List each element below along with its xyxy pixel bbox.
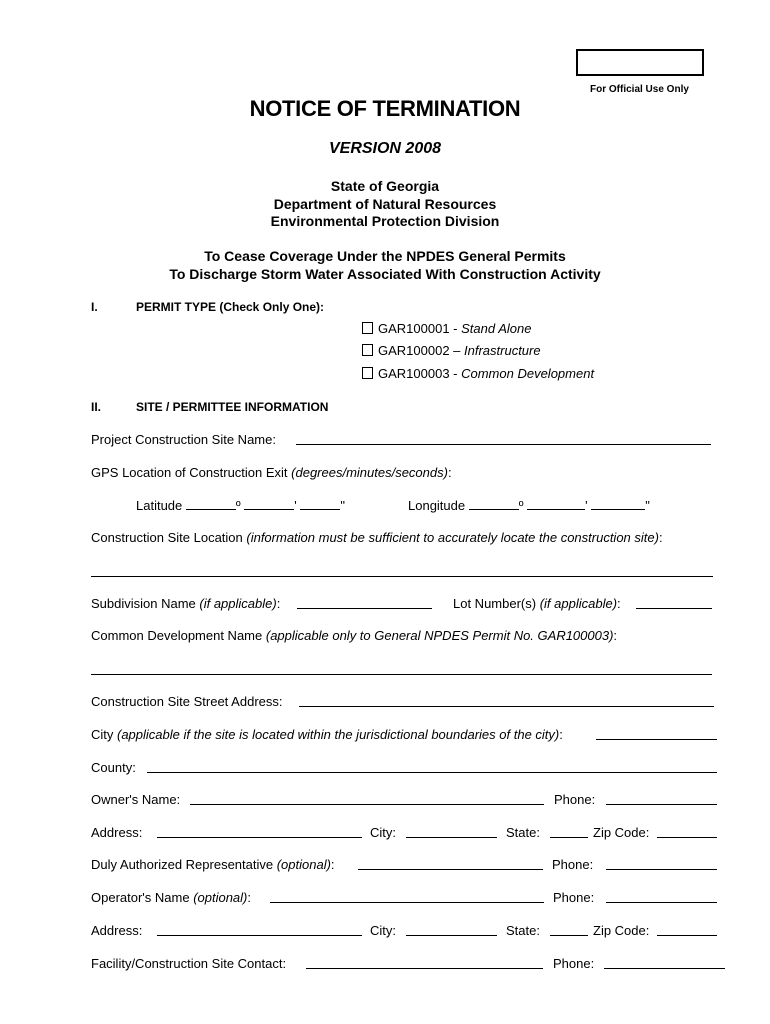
duly-authorized-colon: : bbox=[330, 857, 335, 872]
city-note: (applicable if the site is located within the jurisdictional boundaries of the city) bbox=[117, 727, 560, 742]
section-1-number: I. bbox=[91, 300, 98, 314]
longitude-row bbox=[408, 497, 650, 514]
subdivision-label bbox=[91, 596, 280, 612]
operator-name-colon: : bbox=[247, 890, 252, 905]
site-location-text: Construction Site Location bbox=[91, 530, 247, 545]
facility-phone-field[interactable] bbox=[604, 968, 725, 969]
form-title: NOTICE OF TERMINATION bbox=[249, 96, 521, 121]
subdivision-colon: : bbox=[276, 596, 281, 611]
operator-state-label: State: bbox=[506, 923, 540, 938]
site-location-note: (information must be sufficient to accurately locate the construction site) bbox=[246, 530, 659, 545]
permit-label: Stand Alone bbox=[461, 321, 532, 336]
longitude-label: Longitude bbox=[408, 498, 466, 513]
site-location-label bbox=[91, 530, 663, 546]
operator-zip-field[interactable] bbox=[657, 935, 717, 936]
city-text: City bbox=[91, 727, 117, 742]
permit-code: GAR100003 - bbox=[378, 366, 462, 381]
owner-phone-field[interactable] bbox=[606, 804, 717, 805]
site-location-field[interactable] bbox=[91, 576, 713, 577]
section-2-number: II. bbox=[91, 400, 102, 414]
section-2-title: SITE / PERMITTEE INFORMATION bbox=[136, 400, 329, 414]
owner-name-field[interactable] bbox=[190, 804, 544, 805]
duly-authorized-note: (optional) bbox=[276, 857, 331, 872]
owner-address-field[interactable] bbox=[157, 837, 362, 838]
project-name-field[interactable] bbox=[296, 444, 711, 445]
checkbox-gar100001[interactable] bbox=[362, 322, 373, 334]
county-label: County: bbox=[91, 760, 136, 775]
operator-name-field[interactable] bbox=[270, 902, 544, 903]
county-field[interactable] bbox=[147, 772, 717, 773]
facility-contact-label: Facility/Construction Site Contact: bbox=[91, 956, 287, 971]
subdivision-text: Subdivision Name bbox=[91, 596, 200, 611]
operator-city-field[interactable] bbox=[406, 935, 497, 936]
operator-address-label: Address: bbox=[91, 923, 143, 938]
operator-name-label bbox=[91, 890, 251, 906]
owner-city-label: City: bbox=[370, 825, 396, 840]
minute-symbol: ' bbox=[585, 498, 588, 513]
owner-name-label: Owner's Name: bbox=[91, 792, 181, 807]
duly-authorized-label bbox=[91, 857, 335, 873]
degree-symbol: º bbox=[235, 498, 241, 513]
subdivision-note: (if applicable) bbox=[199, 596, 277, 611]
longitude-minutes-field[interactable] bbox=[527, 497, 585, 510]
lot-field[interactable] bbox=[636, 608, 712, 609]
operator-name-text: Operator's Name bbox=[91, 890, 194, 905]
duly-authorized-text: Duly Authorized Representative bbox=[91, 857, 277, 872]
operator-zip-label: Zip Code: bbox=[593, 923, 650, 938]
owner-zip-field[interactable] bbox=[657, 837, 717, 838]
permit-option-gar100002[interactable] bbox=[362, 343, 541, 358]
site-location-colon: : bbox=[658, 530, 663, 545]
degree-symbol: º bbox=[518, 498, 524, 513]
owner-city-field[interactable] bbox=[406, 837, 497, 838]
section-1-title: PERMIT TYPE (Check Only One): bbox=[136, 300, 325, 314]
owner-state-label: State: bbox=[506, 825, 540, 840]
duly-phone-label: Phone: bbox=[552, 857, 594, 872]
latitude-label: Latitude bbox=[136, 498, 183, 513]
operator-phone-label: Phone: bbox=[553, 890, 595, 905]
duly-authorized-field[interactable] bbox=[358, 869, 543, 870]
operator-address-field[interactable] bbox=[157, 935, 362, 936]
gps-colon: : bbox=[447, 465, 452, 480]
latitude-minutes-field[interactable] bbox=[244, 497, 294, 510]
street-address-label: Construction Site Street Address: bbox=[91, 694, 283, 709]
facility-contact-field[interactable] bbox=[306, 968, 543, 969]
common-development-field[interactable] bbox=[91, 674, 712, 675]
common-development-text: Common Development Name bbox=[91, 628, 266, 643]
city-label bbox=[91, 727, 563, 743]
minute-symbol: ' bbox=[294, 498, 297, 513]
latitude-seconds-field[interactable] bbox=[300, 497, 340, 510]
official-use-label: For Official Use Only bbox=[590, 84, 689, 95]
owner-address-label: Address: bbox=[91, 825, 143, 840]
project-name-label: Project Construction Site Name: bbox=[91, 432, 276, 447]
checkbox-gar100003[interactable] bbox=[362, 367, 373, 379]
operator-name-note: (optional) bbox=[193, 890, 248, 905]
agency-department: Department of Natural Resources bbox=[273, 196, 497, 212]
city-colon: : bbox=[559, 727, 563, 742]
owner-state-field[interactable] bbox=[550, 837, 588, 838]
gps-label bbox=[91, 465, 452, 481]
owner-zip-label: Zip Code: bbox=[593, 825, 650, 840]
agency-state: State of Georgia bbox=[330, 178, 440, 194]
owner-phone-label: Phone: bbox=[554, 792, 596, 807]
form-version: VERSION 2008 bbox=[328, 140, 442, 157]
lot-text: Lot Number(s) bbox=[453, 596, 540, 611]
lot-label bbox=[453, 596, 621, 612]
facility-phone-label: Phone: bbox=[553, 956, 595, 971]
latitude-row bbox=[136, 497, 345, 514]
lot-colon: : bbox=[617, 596, 621, 611]
second-symbol: " bbox=[340, 498, 345, 513]
permit-label: Common Development bbox=[461, 366, 595, 381]
street-address-field[interactable] bbox=[299, 706, 714, 707]
longitude-seconds-field[interactable] bbox=[591, 497, 645, 510]
gps-label-text: GPS Location of Construction Exit bbox=[91, 465, 292, 480]
permit-code: GAR100002 – bbox=[378, 343, 465, 358]
agency-division: Environmental Protection Division bbox=[270, 213, 500, 229]
subtitle-line-2: To Discharge Storm Water Associated With Construction Activity bbox=[169, 266, 601, 282]
latitude-degrees-field[interactable] bbox=[186, 497, 236, 510]
permit-label: Infrastructure bbox=[464, 343, 541, 358]
lot-note: (if applicable) bbox=[539, 596, 618, 611]
second-symbol: " bbox=[645, 498, 650, 513]
operator-city-label: City: bbox=[370, 923, 396, 938]
subtitle-line-1: To Cease Coverage Under the NPDES General Permits bbox=[204, 248, 566, 264]
operator-phone-field[interactable] bbox=[606, 902, 717, 903]
city-field[interactable] bbox=[596, 739, 717, 740]
subdivision-field[interactable] bbox=[297, 608, 432, 609]
common-development-label bbox=[91, 628, 617, 644]
checkbox-gar100002[interactable] bbox=[362, 344, 373, 356]
permit-code: GAR100001 - bbox=[378, 321, 462, 336]
common-development-colon: : bbox=[613, 628, 618, 643]
permit-option-gar100001[interactable] bbox=[362, 321, 531, 336]
gps-note: (degrees/minutes/seconds) bbox=[291, 465, 448, 480]
longitude-degrees-field[interactable] bbox=[469, 497, 519, 510]
common-development-note: (applicable only to General NPDES Permit No. GAR100003) bbox=[265, 628, 614, 643]
duly-phone-field[interactable] bbox=[606, 869, 717, 870]
permit-option-gar100003[interactable] bbox=[362, 366, 594, 381]
official-use-box bbox=[576, 49, 704, 76]
operator-state-field[interactable] bbox=[550, 935, 588, 936]
